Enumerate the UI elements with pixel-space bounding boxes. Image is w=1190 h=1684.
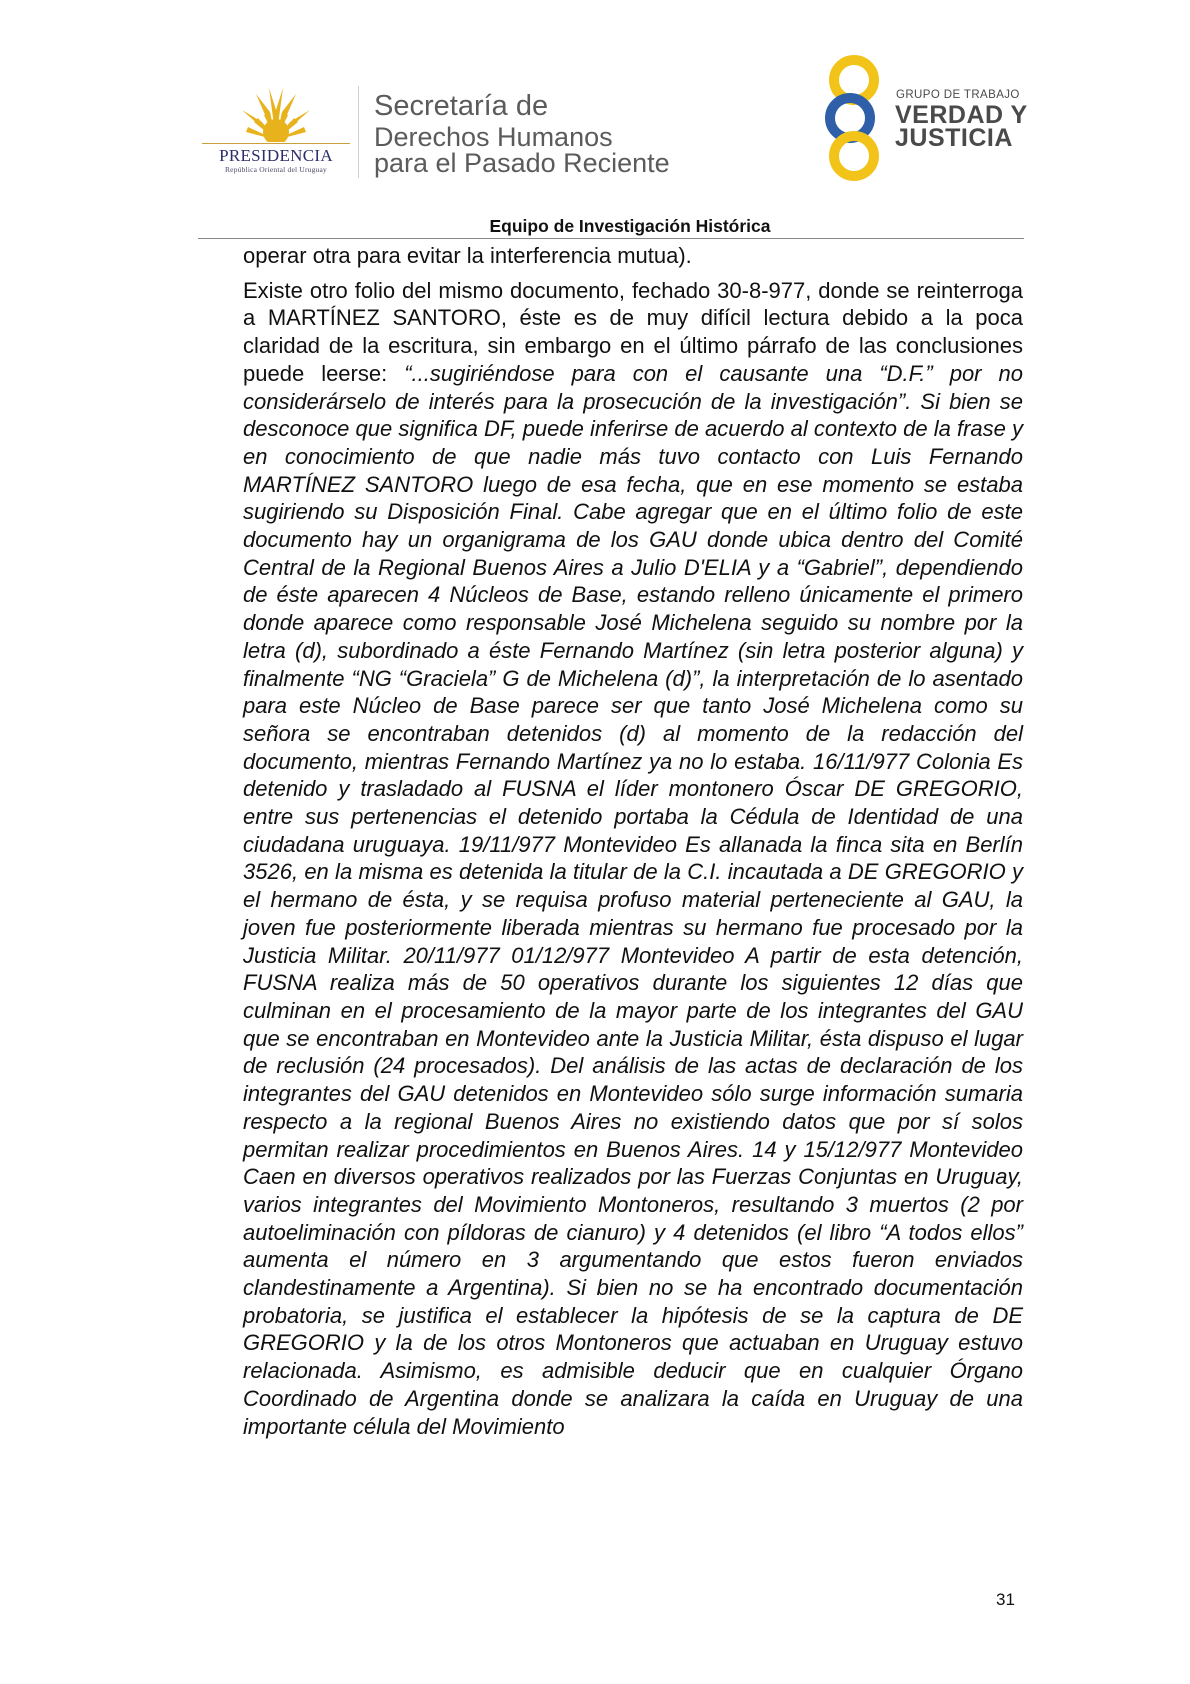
sun-emblem-icon bbox=[236, 82, 316, 142]
paragraph-1: operar otra para evitar la interferencia mutua). bbox=[243, 243, 692, 268]
grupo-line-1: GRUPO DE TRABAJO bbox=[896, 89, 1020, 101]
grupo-line-3: JUSTICIA bbox=[895, 124, 1013, 152]
rings-logo-icon bbox=[818, 54, 888, 182]
logo-divider bbox=[358, 86, 359, 178]
paragraph-2-quote: “...sugiriéndose para con el causante una “D.F.” por no considerárselo de interés para la prosecución de la investigación”. Si bien se desconoce que significa DF, puede inferirse de acuerdo al contexto de la frase y en conocimiento de que nadie más tuvo contacto con Luis Fernando MARTÍNEZ SANTORO luego de esa fecha, que en ese momento se estaba sugiriendo su Disposición Final. Cabe agregar que en el último folio de este documento hay un organigrama de los GAU donde ubica dentro del Comité Central de la Regional Buenos Aires a Julio D'ELIA y a “Gabriel”, dependiendo de éste aparecen 4 Núcleos de Base, estando relleno únicamente el primero donde aparece como responsable José Michelena seguido su nombre por la letra (d), subordinado a éste Fernando Martínez (sin letra posterior alguna) y finalmente “NG “Graciela” G de Michelena (d)”, la interpretación de lo asentado para este Núcleo de Base parece ser que tanto José Michelena como su señora se encontraban detenidos (d) al momento de la redacción del documento, mientras Fernando Martínez ya no lo estaba. 16/11/977 Colonia Es detenido y trasladado al FUSNA el líder montonero Óscar DE GREGORIO, entre sus pertenencias el detenido portaba la Cédula de Identidad de una ciudadana uruguaya. 19/11/977 Montevideo Es allanada la finca sita en Berlín 3526, en la misma es detenida la titular de la C.I. incautada a DE GREGORIO y el hermano de ésta, y se requisa profuso material perteneciente al GAU, la joven fue posteriormente liberada mientras su hermano fue procesado por la Justicia Militar. 20/11/977 01/12/977 Montevideo A partir de esta detención, FUSNA realiza más de 50 operativos durante los siguientes 12 días que culminan en el procesamiento de la mayor parte de los integrantes del GAU que se encontraban en Montevideo ante la Justicia Militar, ésta dispuso el lugar de reclusión (24 procesados). Del análisis de las actas de declaración de los integrantes del GAU detenidos en Montevideo sólo surge información sumaria respecto a la regional Buenos Aires no existiendo datos que por sí solos permitan realizar procedimientos en Buenos Aires. 14 y 15/12/977 Montevideo Caen en diversos operativos realizados por las Fuerzas Conjuntas en Uruguay, varios integrantes del Movimiento Montoneros, resultando 3 muertos (2 por autoeliminación con píldoras de cianuro) y 4 detenidos (el libro “A todos ellos” aumenta el número en 3 argumentando que estos fueron enviados clandestinamente a Argentina). Si bien no se ha encontrado documentación probatoria, se justifica el establecer la hipótesis de se la captura de DE GREGORIO y la de los otros Montoneros que actuaban en Uruguay estuvo relacionada. Asimismo, es admisible deducir que en cualquier Órgano Coordinado de Argentina donde se analizara la caída en Uruguay de una importante célula del Movimiento bbox=[243, 360, 1023, 1439]
paragraph-2 bbox=[243, 277, 1023, 1441]
grupo-line-2: VERDAD Y bbox=[895, 101, 1028, 129]
page-number: 31 bbox=[996, 1590, 1015, 1609]
page-header bbox=[0, 0, 1190, 250]
secretaria-line-3: para el Pasado Reciente bbox=[374, 148, 670, 178]
presidencia-name: PRESIDENCIA bbox=[219, 146, 333, 165]
secretaria-line-1: Secretaría de bbox=[374, 90, 549, 122]
secretaria-line-2: Derechos Humanos bbox=[374, 122, 613, 152]
header-rule bbox=[198, 238, 1024, 239]
team-title: Equipo de Investigación Histórica bbox=[489, 216, 771, 236]
presidencia-subtitle: República Oriental del Uruguay bbox=[224, 165, 327, 174]
document-body bbox=[243, 242, 1023, 1440]
paragraph-2-text: Existe otro folio del mismo documento, fechado 30-8-977, donde se reinterroga a MARTÍNEZ SANTORO, éste es de muy difícil lectura debido a la poca claridad de la escritura, sin embargo en el último párrafo de las conclusiones puede leerse: bbox=[243, 277, 1023, 386]
presidencia-divider bbox=[202, 143, 350, 144]
